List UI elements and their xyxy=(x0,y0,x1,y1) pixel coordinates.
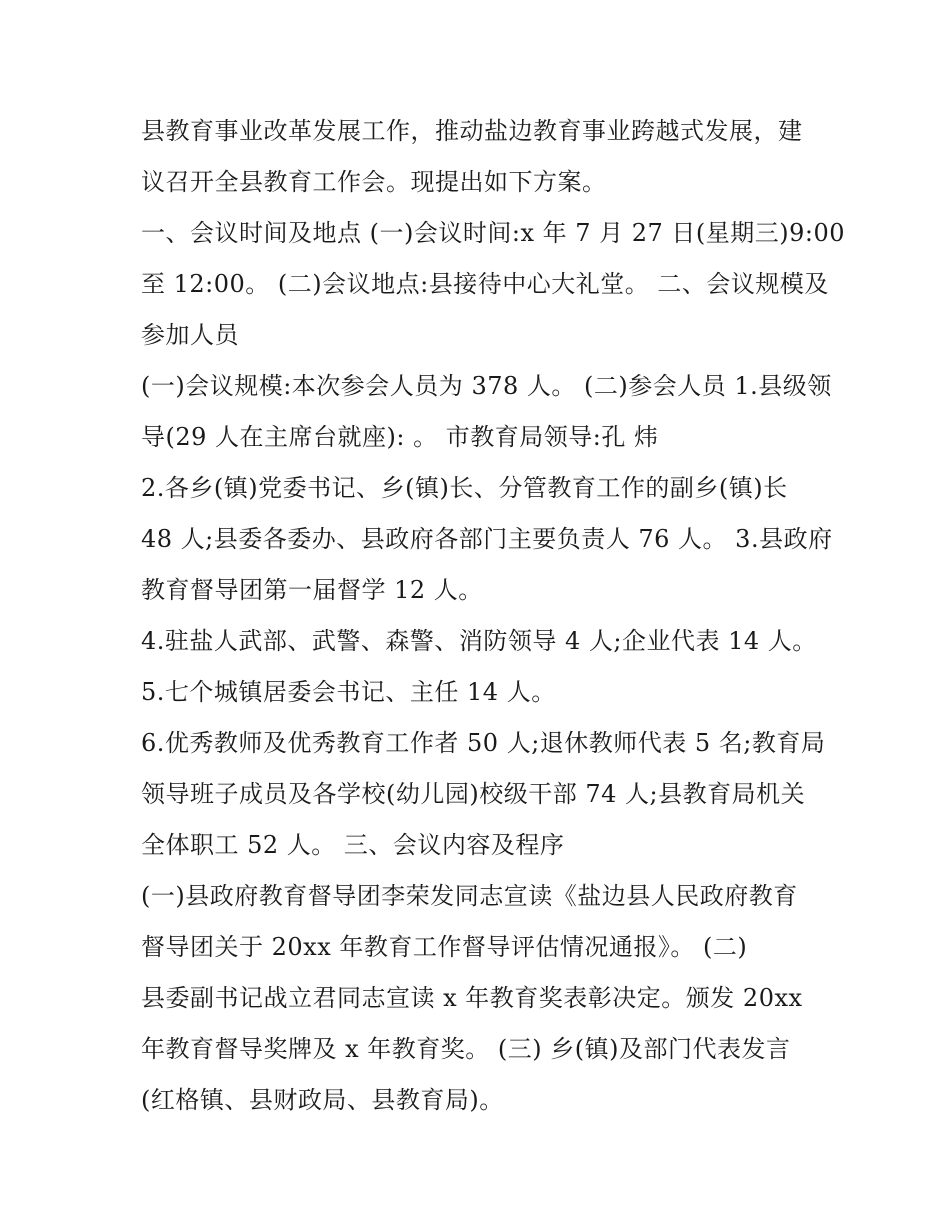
text-line: 一、会议时间及地点 (一)会议时间:x 年 7 月 27 日(星期三)9:00 xyxy=(141,219,846,247)
text-line: (一)县政府教育督导团李荣发同志宣读《盐边县人民政府教育 xyxy=(141,882,798,910)
text-line: 48 人;县委各委办、县政府各部门主要负责人 76 人。 3.县政府 xyxy=(141,525,833,553)
text-line: 县委副书记战立君同志宣读 x 年教育奖表彰决定。颁发 20xx xyxy=(141,984,803,1012)
text-line: 全体职工 52 人。 三、会议内容及程序 xyxy=(141,831,565,859)
text-line: 5.七个城镇居委会书记、主任 14 人。 xyxy=(141,678,556,706)
text-line: 年教育督导奖牌及 x 年教育奖。 (三) 乡(镇)及部门代表发言 xyxy=(141,1035,791,1063)
text-line: 议召开全县教育工作会。现提出如下方案。 xyxy=(141,168,607,196)
text-line: (一)会议规模:本次参会人员为 378 人。 (二)参会人员 1.县级领 xyxy=(141,372,832,400)
text-line: 至 12:00。 (二)会议地点:县接待中心大礼堂。 二、会议规模及 xyxy=(141,270,829,298)
text-line: (红格镇、县财政局、县教育局)。 xyxy=(141,1086,504,1114)
text-line: 教育督导团第一届督学 12 人。 xyxy=(141,576,483,604)
text-line: 6.优秀教师及优秀教育工作者 50 人;退休教师代表 5 名;教育局 xyxy=(141,729,826,757)
document-body xyxy=(141,106,846,1126)
text-line: 导(29 人在主席台就座): 。 市教育局领导:孔 炜 xyxy=(141,423,659,451)
text-line: 参加人员 xyxy=(141,321,239,349)
text-line: 领导班子成员及各学校(幼儿园)校级干部 74 人;县教育局机关 xyxy=(141,780,806,808)
text-line: 督导团关于 20xx 年教育工作督导评估情况通报》。 (二) xyxy=(141,933,748,961)
text-line: 县教育事业改革发展工作，推动盐边教育事业跨越式发展，建 xyxy=(141,117,803,145)
text-line: 4.驻盐人武部、武警、森警、消防领导 4 人;企业代表 14 人。 xyxy=(141,627,817,655)
text-line: 2.各乡(镇)党委书记、乡(镇)长、分管教育工作的副乡(镇)长 xyxy=(141,474,788,502)
